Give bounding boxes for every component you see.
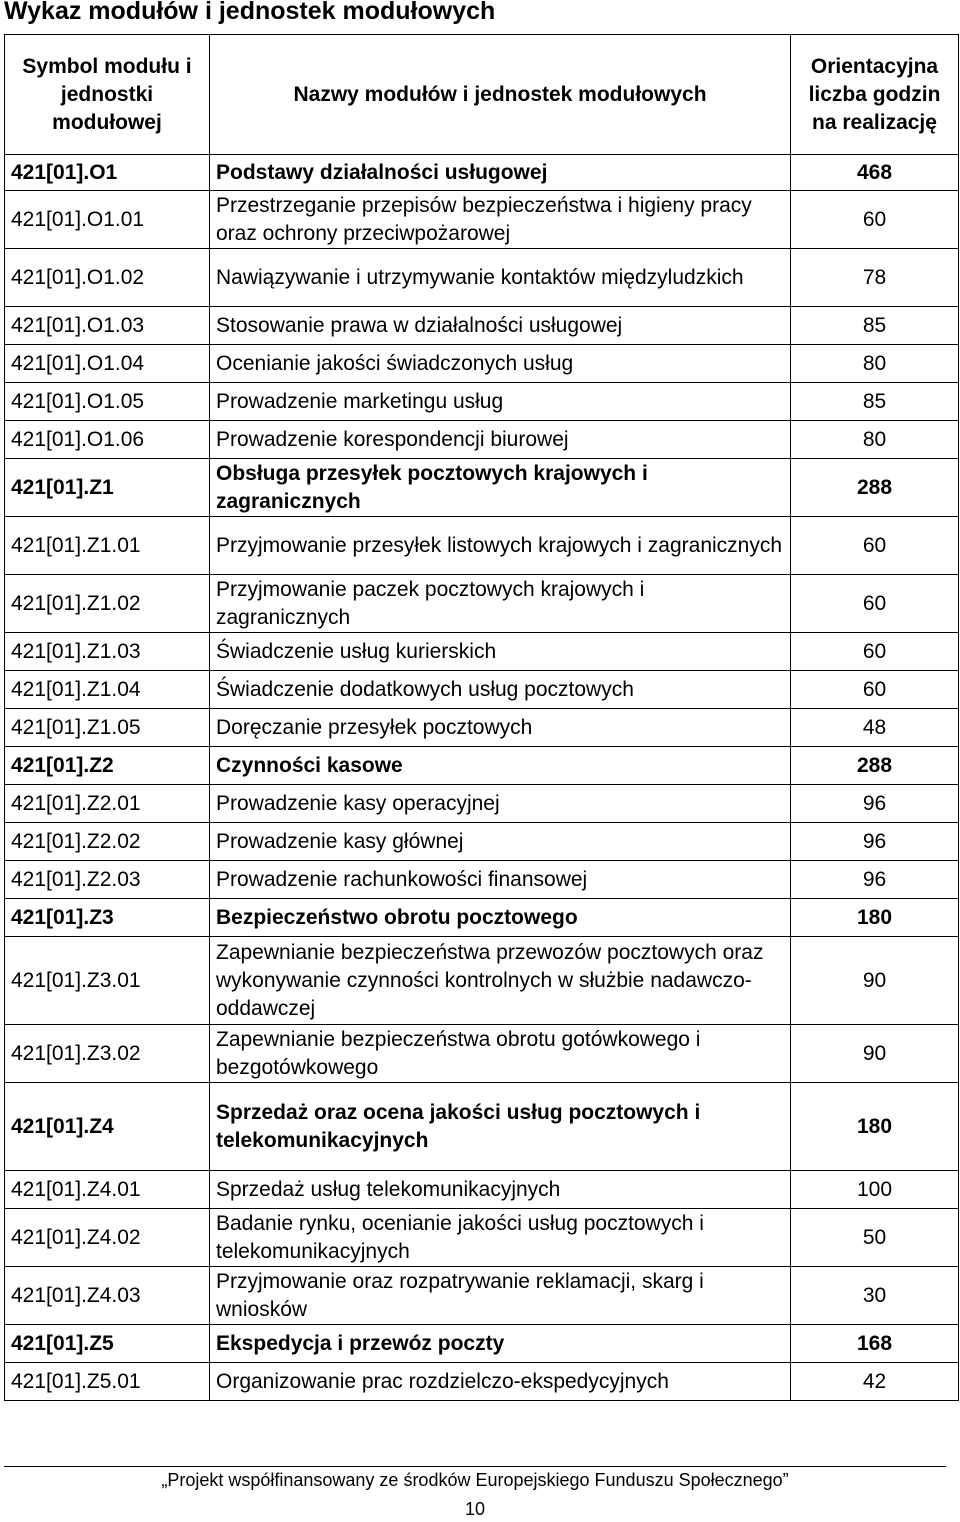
cell-hours: 85 xyxy=(791,307,959,345)
cell-name: Ekspedycja i przewóz poczty xyxy=(210,1325,791,1363)
cell-code: 421[01].Z1.04 xyxy=(5,671,210,709)
table-row xyxy=(5,823,959,861)
cell-hours: 90 xyxy=(791,937,959,1025)
cell-hours: 180 xyxy=(791,1083,959,1171)
table-row xyxy=(5,421,959,459)
cell-name: Czynności kasowe xyxy=(210,747,791,785)
cell-hours: 288 xyxy=(791,459,959,517)
table-row xyxy=(5,633,959,671)
cell-code: 421[01].Z1 xyxy=(5,459,210,517)
cell-hours: 48 xyxy=(791,709,959,747)
cell-name: Świadczenie dodatkowych usług pocztowych xyxy=(210,671,791,709)
cell-name: Prowadzenie korespondencji biurowej xyxy=(210,421,791,459)
cell-name: Ocenianie jakości świadczonych usług xyxy=(210,345,791,383)
cell-hours: 96 xyxy=(791,861,959,899)
cell-name: Bezpieczeństwo obrotu pocztowego xyxy=(210,899,791,937)
table-row xyxy=(5,1325,959,1363)
table-row xyxy=(5,345,959,383)
cell-hours: 42 xyxy=(791,1363,959,1401)
cell-name: Zapewnianie bezpieczeństwa obrotu gotówkowego i bezgotówkowego xyxy=(210,1025,791,1083)
cell-name: Przestrzeganie przepisów bezpieczeństwa i higieny pracy oraz ochrony przeciwpożarowej xyxy=(210,191,791,249)
cell-code: 421[01].Z1.02 xyxy=(5,575,210,633)
cell-code: 421[01].O1.06 xyxy=(5,421,210,459)
cell-hours: 60 xyxy=(791,517,959,575)
cell-name: Obsługa przesyłek pocztowych krajowych i zagranicznych xyxy=(210,459,791,517)
table-row xyxy=(5,517,959,575)
cell-name: Sprzedaż usług telekomunikacyjnych xyxy=(210,1171,791,1209)
cell-code: 421[01].Z4 xyxy=(5,1083,210,1171)
cell-name: Sprzedaż oraz ocena jakości usług pocztowych i telekomunikacyjnych xyxy=(210,1083,791,1171)
cell-hours: 90 xyxy=(791,1025,959,1083)
cell-code: 421[01].Z2 xyxy=(5,747,210,785)
cell-code: 421[01].Z2.02 xyxy=(5,823,210,861)
cell-name: Doręczanie przesyłek pocztowych xyxy=(210,709,791,747)
cell-code: 421[01].Z4.02 xyxy=(5,1209,210,1267)
cell-name: Nawiązywanie i utrzymywanie kontaktów międzyludzkich xyxy=(210,249,791,307)
cell-hours: 168 xyxy=(791,1325,959,1363)
table-row xyxy=(5,861,959,899)
cell-code: 421[01].Z3.01 xyxy=(5,937,210,1025)
table-row xyxy=(5,1363,959,1401)
table-row xyxy=(5,1025,959,1083)
cell-code: 421[01].Z1.03 xyxy=(5,633,210,671)
cell-code: 421[01].Z1.01 xyxy=(5,517,210,575)
cell-hours: 96 xyxy=(791,823,959,861)
cell-code: 421[01].Z3 xyxy=(5,899,210,937)
cell-hours: 80 xyxy=(791,421,959,459)
cell-code: 421[01].O1 xyxy=(5,155,210,191)
table-row xyxy=(5,899,959,937)
cell-hours: 50 xyxy=(791,1209,959,1267)
cell-hours: 468 xyxy=(791,155,959,191)
cell-code: 421[01].Z4.01 xyxy=(5,1171,210,1209)
cell-hours: 288 xyxy=(791,747,959,785)
page-number: 10 xyxy=(464,1499,486,1519)
cell-hours: 30 xyxy=(791,1267,959,1325)
cell-hours: 100 xyxy=(791,1171,959,1209)
table-row xyxy=(5,1209,959,1267)
table-row xyxy=(5,307,959,345)
table-row xyxy=(5,747,959,785)
table-row xyxy=(5,249,959,307)
cell-code: 421[01].Z5.01 xyxy=(5,1363,210,1401)
cell-name: Przyjmowanie przesyłek listowych krajowych i zagranicznych xyxy=(210,517,791,575)
header-hours: Orientacyjna liczba godzin na realizację xyxy=(791,35,959,155)
cell-hours: 78 xyxy=(791,249,959,307)
cell-name: Prowadzenie kasy operacyjnej xyxy=(210,785,791,823)
cell-code: 421[01].O1.01 xyxy=(5,191,210,249)
table-row xyxy=(5,191,959,249)
cell-name: Prowadzenie kasy głównej xyxy=(210,823,791,861)
table-row xyxy=(5,1083,959,1171)
cell-name: Badanie rynku, ocenianie jakości usług pocztowych i telekomunikacyjnych xyxy=(210,1209,791,1267)
table-body xyxy=(5,155,959,1401)
cell-code: 421[01].Z3.02 xyxy=(5,1025,210,1083)
cell-name: Stosowanie prawa w działalności usługowej xyxy=(210,307,791,345)
table-row xyxy=(5,785,959,823)
modules-table xyxy=(4,34,959,1401)
cell-hours: 60 xyxy=(791,671,959,709)
table-row xyxy=(5,459,959,517)
cell-code: 421[01].O1.02 xyxy=(5,249,210,307)
cell-code: 421[01].Z4.03 xyxy=(5,1267,210,1325)
cell-hours: 80 xyxy=(791,345,959,383)
cell-name: Prowadzenie marketingu usług xyxy=(210,383,791,421)
cell-code: 421[01].Z1.05 xyxy=(5,709,210,747)
table-row xyxy=(5,937,959,1025)
cell-hours: 60 xyxy=(791,633,959,671)
cell-code: 421[01].O1.03 xyxy=(5,307,210,345)
cell-code: 421[01].Z2.03 xyxy=(5,861,210,899)
table-row xyxy=(5,709,959,747)
header-name: Nazwy modułów i jednostek modułowych xyxy=(210,35,791,155)
cell-code: 421[01].Z5 xyxy=(5,1325,210,1363)
cell-name: Przyjmowanie paczek pocztowych krajowych i zagranicznych xyxy=(210,575,791,633)
table-header-row xyxy=(5,35,959,155)
cell-hours: 180 xyxy=(791,899,959,937)
cell-name: Podstawy działalności usługowej xyxy=(210,155,791,191)
header-code: Symbol modułu i jednostki modułowej xyxy=(5,35,210,155)
cell-code: 421[01].O1.04 xyxy=(5,345,210,383)
table-row xyxy=(5,575,959,633)
cell-name: Przyjmowanie oraz rozpatrywanie reklamacji, skarg i wniosków xyxy=(210,1267,791,1325)
footer-text: „Projekt współfinansowany ze środków Europejskiego Funduszu Społecznego” xyxy=(161,1470,789,1490)
footer-divider xyxy=(4,1466,946,1467)
cell-name: Organizowanie prac rozdzielczo-ekspedycyjnych xyxy=(210,1363,791,1401)
cell-hours: 60 xyxy=(791,191,959,249)
cell-code: 421[01].O1.05 xyxy=(5,383,210,421)
cell-name: Świadczenie usług kurierskich xyxy=(210,633,791,671)
cell-hours: 85 xyxy=(791,383,959,421)
table-row xyxy=(5,1267,959,1325)
page-title: Wykaz modułów i jednostek modułowych xyxy=(4,0,496,25)
table-row xyxy=(5,671,959,709)
cell-code: 421[01].Z2.01 xyxy=(5,785,210,823)
cell-name: Prowadzenie rachunkowości finansowej xyxy=(210,861,791,899)
cell-hours: 96 xyxy=(791,785,959,823)
table-row xyxy=(5,155,959,191)
table-row xyxy=(5,383,959,421)
cell-hours: 60 xyxy=(791,575,959,633)
table-row xyxy=(5,1171,959,1209)
cell-name: Zapewnianie bezpieczeństwa przewozów pocztowych oraz wykonywanie czynności kontrolnych w służbie nadawczo-oddawczej xyxy=(210,937,791,1025)
